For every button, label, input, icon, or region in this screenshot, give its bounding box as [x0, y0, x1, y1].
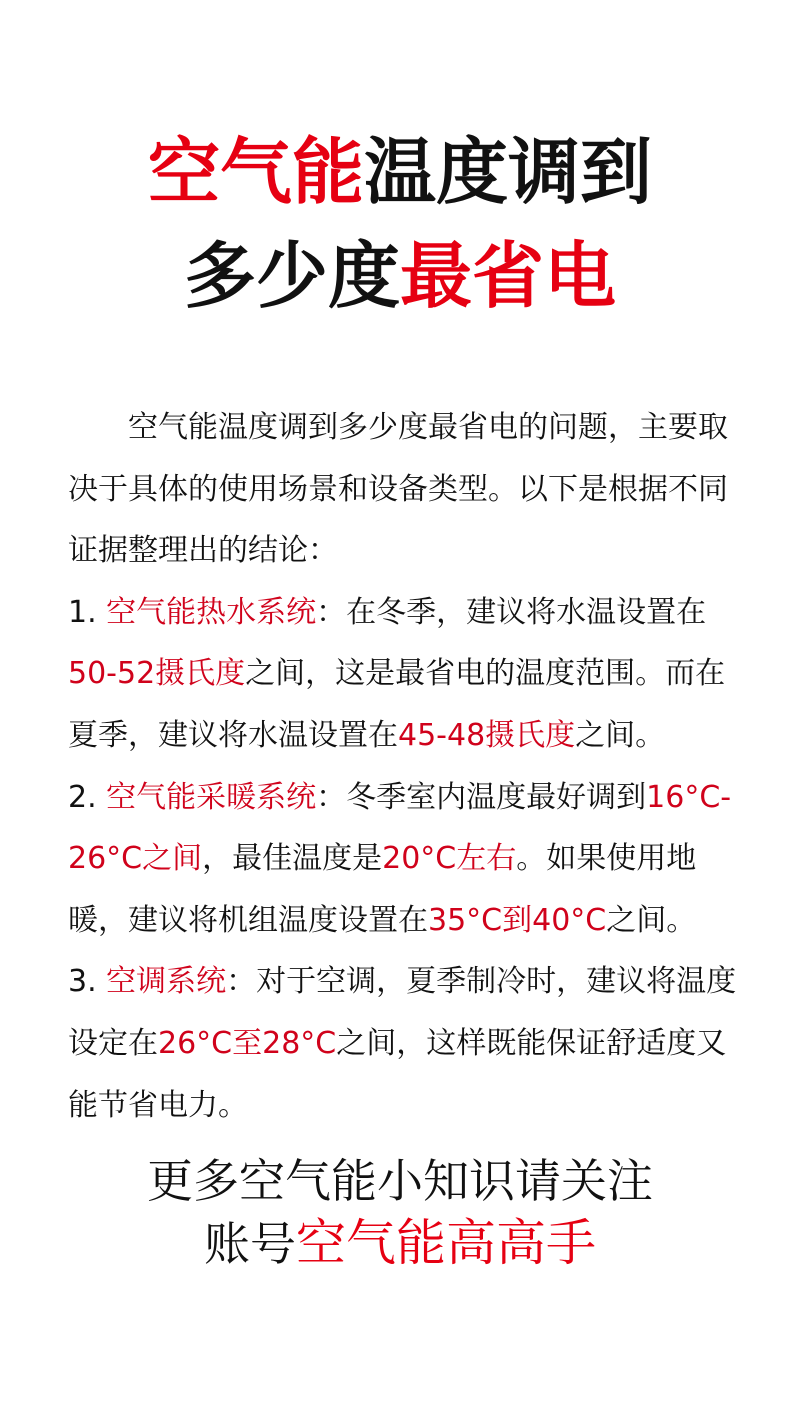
item-text: 。如果使用地暖，建议将机组温度设置在 — [68, 841, 697, 938]
title-text-temperature: 温度调到 — [364, 130, 653, 214]
title-highlight-save-power: 最省电 — [400, 234, 617, 318]
follow-footer — [0, 1150, 800, 1275]
item-highlight: 35°C到40°C — [428, 902, 607, 938]
list-item-heating — [68, 767, 748, 952]
article-body — [68, 397, 748, 1136]
item-highlight: 20°C左右 — [382, 841, 517, 877]
list-item-air-conditioner — [68, 951, 748, 1136]
intro-paragraph — [68, 397, 748, 582]
item-highlight: 26°C至28°C — [158, 1025, 337, 1061]
item-text: 之间，这是最省电的温度范围。而在夏季，建议将水温设置在 — [68, 656, 726, 753]
title-line-1 — [0, 120, 800, 224]
list-item-water-heater — [68, 582, 748, 767]
item-text: 之间。 — [575, 717, 666, 753]
item-number: 3. — [68, 964, 107, 1000]
item-number: 1. — [68, 594, 107, 630]
item-text: 之间，这样既能保证舒适度又能节省电力。 — [68, 1025, 727, 1123]
item-label: 空气能热水系统 — [106, 594, 317, 630]
title-highlight-air-energy: 空气能 — [147, 130, 364, 214]
item-label: 空气能采暖系统 — [106, 779, 317, 815]
item-highlight: 45-48摄氏度 — [398, 717, 576, 753]
item-text: ：在冬季，建议将水温设置在 — [316, 594, 707, 630]
title-text-how-many: 多少度 — [183, 234, 400, 318]
item-highlight: 16°C-26°C之间 — [68, 779, 732, 877]
item-text: 之间。 — [606, 902, 697, 938]
footer-account-name: 空气能高高手 — [296, 1214, 596, 1272]
item-number: 2. — [68, 779, 107, 815]
item-text: ：冬季室内温度最好调到 — [316, 779, 647, 815]
footer-line-2 — [0, 1212, 800, 1275]
footer-account-label: 账号 — [204, 1217, 296, 1271]
footer-line-1: 更多空气能小知识请关注 — [147, 1154, 653, 1208]
item-label: 空调系统 — [106, 964, 227, 1000]
title-line-2 — [0, 224, 800, 328]
item-text: ，最佳温度是 — [202, 841, 383, 877]
intro-text: 空气能温度调到多少度最省电的问题，主要取决于具体的使用场景和设备类型。以下是根据不同证据整理出的结论： — [68, 410, 728, 569]
item-text: ：对于空调，夏季制冷时，建议将温度设定在 — [68, 964, 737, 1061]
page-title — [0, 120, 800, 328]
item-highlight: 50-52摄氏度 — [68, 656, 246, 692]
